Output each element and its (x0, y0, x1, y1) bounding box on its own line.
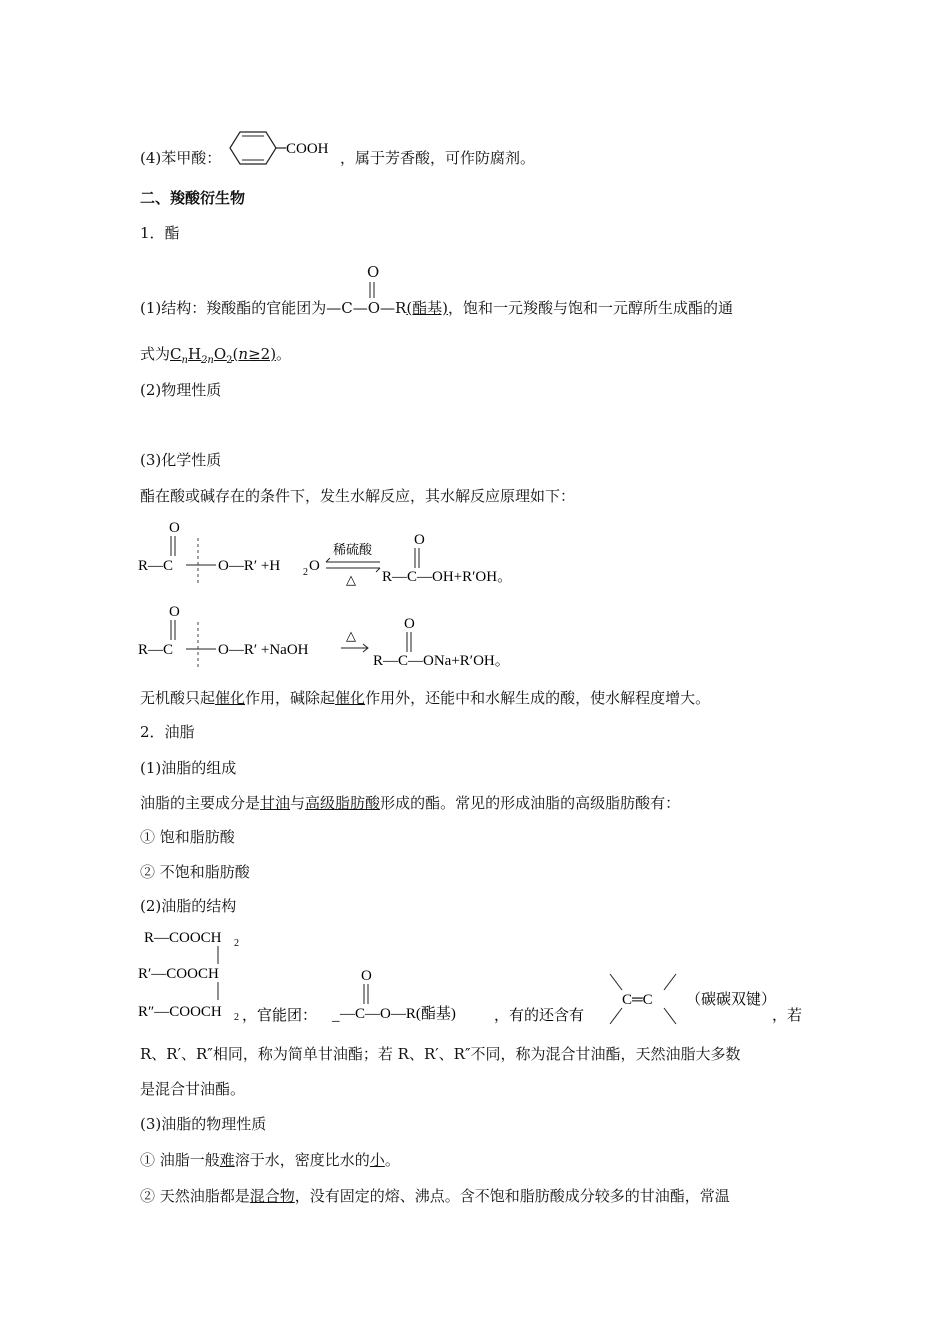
svg-text:2: 2 (303, 567, 308, 578)
svg-text:O: O (309, 558, 320, 574)
base-hydrolysis-equation (136, 600, 556, 672)
simple-mixed-glyceride: R、R′、R″相同，称为简单甘油酯；若 R、R′、R″不同，称为混合甘油酯，天然油脂大多数 (140, 1045, 741, 1063)
structure-heading: (2)油脂的结构 (140, 897, 237, 915)
svg-text:O: O (404, 616, 415, 632)
triglyceride-structure (136, 924, 826, 1030)
saturated-acid: ① 饱和脂肪酸 (140, 828, 235, 846)
mixed-glyceride-end: 是混合甘油酯。 (140, 1080, 246, 1098)
svg-text:O: O (169, 604, 180, 620)
benzoic-acid-line (140, 148, 221, 168)
svg-text:O: O (169, 520, 180, 536)
svg-text:—C—O—R(酯基): —C—O—R(酯基) (340, 1006, 456, 1022)
heading-fats: 2．油脂 (140, 723, 195, 741)
svg-text:2: 2 (234, 1012, 239, 1023)
svg-text:R—COOCH: R—COOCH (144, 930, 222, 946)
catalyst-line: 无机酸只起催化作用，碱除起催化作用外，还能中和水解生成的酸，使水解程度增大。 (140, 689, 711, 707)
mixture-line: ② 天然油脂都是混合物，没有固定的熔、沸点。含不饱和脂肪酸成分较多的甘油酯，常温 (140, 1187, 730, 1205)
svg-text:R—C—ONa+R′OH。: R—C—ONa+R′OH。 (373, 653, 510, 669)
ester-group-formula: —C—O—R (326, 299, 407, 317)
svg-text:O—R′ +NaOH: O—R′ +NaOH (218, 642, 309, 658)
structure-text: (1)结构：羧酸酯的官能团为 (140, 299, 327, 317)
hydrolysis-intro: 酯在酸或碱存在的条件下，发生水解反应，其水解反应原理如下： (140, 487, 576, 505)
physical-properties-heading: (2)物理性质 (140, 381, 222, 399)
chemical-properties-heading: (3)化学性质 (140, 451, 222, 469)
svg-text:O—R′ +H: O—R′ +H (218, 558, 281, 574)
benzoic-suffix: ，属于芳香酸，可作防腐剂。 (340, 149, 536, 167)
svg-text:，有的还含有: ，有的还含有 (494, 1008, 585, 1024)
physical-properties-fat-heading: (3)油脂的物理性质 (140, 1115, 267, 1133)
general-formula-line: 式为$C_nH_{2n}O_2(n\ge 2)$。 (140, 345, 292, 366)
svg-text:△: △ (346, 572, 356, 587)
svg-text:R—C—OH+R′OH。: R—C—OH+R′OH。 (382, 569, 513, 585)
composition-heading: (1)油脂的组成 (140, 759, 237, 777)
benzoic-prefix: (4)苯甲酸： (140, 149, 222, 167)
structure-text-2: ，饱和一元羧酸与饱和一元醇所生成酯的通 (448, 299, 734, 317)
heading-ester: 1．酯 (140, 224, 180, 242)
cooh-text: COOH (286, 141, 329, 157)
svg-text:稀硫酸: 稀硫酸 (333, 542, 373, 557)
svg-text:O: O (361, 968, 372, 984)
svg-text:2: 2 (234, 938, 239, 949)
svg-text:O: O (414, 532, 425, 548)
svg-text:（碳碳双键）: （碳碳双键） (686, 992, 777, 1008)
ester-group-name: (酯基) (406, 299, 449, 317)
section-heading-derivatives: 二、羧酸衍生物 (140, 189, 246, 207)
svg-text:R″—COOCH: R″—COOCH (138, 1004, 222, 1020)
ester-structure-line (140, 298, 733, 318)
svg-text:R—C: R—C (138, 558, 174, 574)
svg-text:C═C: C═C (622, 992, 653, 1008)
double-bond-mark (367, 280, 377, 300)
svg-text:，官能团：: ，官能团： (242, 1008, 318, 1024)
acid-hydrolysis-equation (136, 516, 556, 588)
composition-text: 油脂的主要成分是甘油与高级脂肪酸形成的酯。常见的形成油脂的高级脂肪酸有： (140, 794, 681, 812)
unsaturated-acid: ② 不饱和脂肪酸 (140, 863, 250, 881)
ester-carbonyl-o: O (367, 263, 380, 281)
general-formula: $C_nH_{2n}O_2(n\ge 2)$ (170, 345, 277, 366)
svg-text:△: △ (346, 628, 356, 643)
svg-text:R′—COOCH: R′—COOCH (138, 966, 219, 982)
formula-prefix: 式为 (140, 345, 171, 363)
solubility-line: ① 油脂一般难溶于水，密度比水的小。 (140, 1151, 400, 1169)
svg-text:，若: ，若 (772, 1008, 803, 1024)
svg-text:R—C: R—C (138, 642, 174, 658)
svg-text:_: _ (332, 1008, 340, 1024)
benzene-ring-diagram (222, 126, 344, 170)
